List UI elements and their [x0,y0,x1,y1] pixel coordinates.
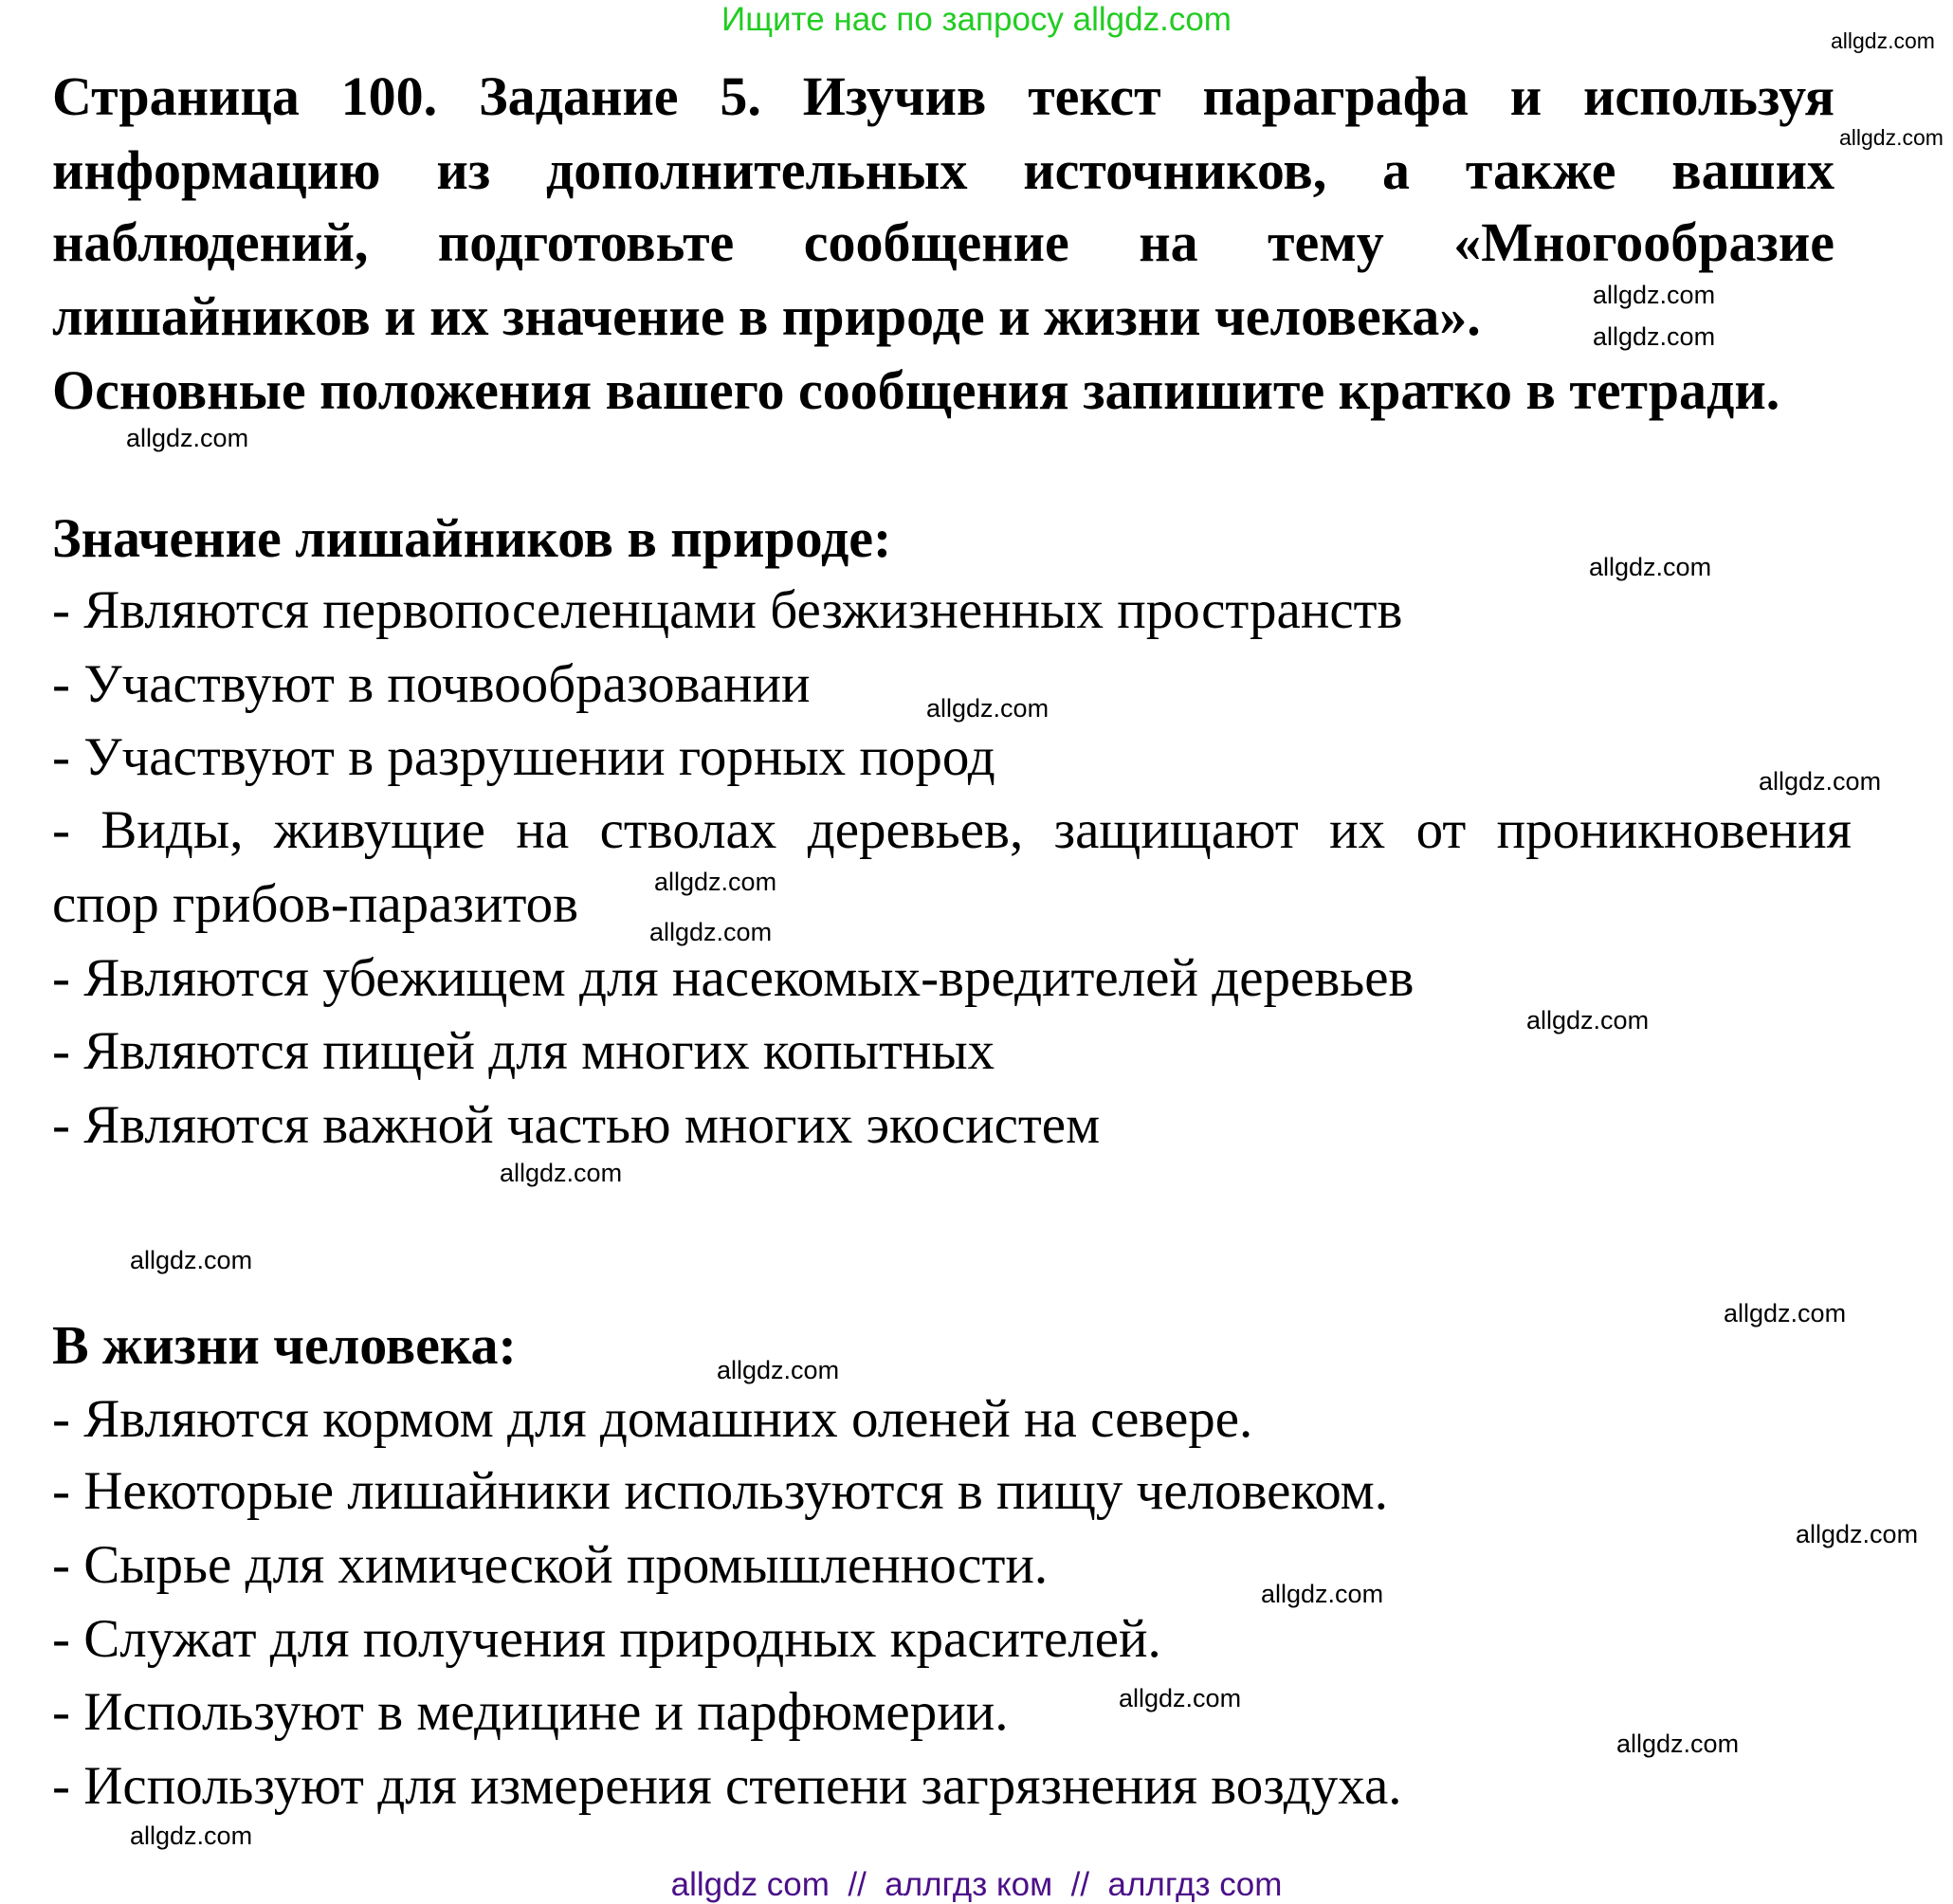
watermark: allgdz.com [926,694,1050,723]
search-banner: Ищите нас по запросу allgdz.com [721,1,1232,38]
watermark: allgdz.com [1796,1520,1919,1548]
list-item: - Являются важной частью многих экосистем [52,1095,1101,1155]
watermark: allgdz.com [1759,767,1882,796]
task-title-line: Страница 100. Задание 5. Изучив текст параграфа и используя [52,66,1834,127]
task-title-line: информацию из дополнительных источников, а также ваших [52,140,1834,201]
list-item: - Сырье для химической промышленности. [52,1535,1049,1595]
list-item: - Участвуют в разрушении горных пород [52,727,995,787]
task-title-line: наблюдений, подготовьте сообщение на тему «Многообразие [52,212,1834,273]
watermark: allgdz.com [500,1159,623,1187]
list-item: - Участвуют в почвообразовании [52,654,811,714]
watermark: allgdz.com [1593,281,1716,309]
watermark: allgdz.com [130,1246,253,1274]
footer-watermark: allgdz com // аллгдз ком // аллгдз com [670,1866,1283,1903]
list-item: - Являются первопоселенцами безжизненных пространств [52,580,1403,640]
list-item: - Используют для измерения степени загрязнения воздуха. [52,1756,1402,1816]
watermark: allgdz.com [654,868,777,896]
task-title-line: лишайников и их значение в природе и жизни человека». [52,285,1481,347]
list-item: - Используют в медицине и парфюмерии. [52,1682,1009,1742]
section-heading-nature: Значение лишайников в природе: [52,507,892,569]
section-heading-human: В жизни человека: [52,1314,517,1376]
watermark: allgdz.com [1616,1730,1740,1758]
list-item-continuation: спор грибов-паразитов [52,874,579,934]
watermark: allgdz.com [126,424,249,452]
list-item: - Служат для получения природных красителей. [52,1609,1161,1669]
watermark: allgdz.com [649,918,773,946]
watermark: allgdz.com [1589,553,1712,581]
watermark: allgdz.com [1724,1299,1847,1327]
watermark: allgdz.com [130,1822,253,1850]
watermark: allgdz.com [1839,125,1944,150]
list-item: - Являются кормом для домашних оленей на севере. [52,1389,1253,1449]
list-item: - Виды, живущие на стволах деревьев, защищают их от проникновения [52,800,1852,860]
watermark: allgdz.com [717,1356,840,1384]
watermark: allgdz.com [1119,1684,1242,1712]
list-item: - Являются пищей для многих копытных [52,1021,995,1081]
list-item: - Некоторые лишайники используются в пищу человеком. [52,1461,1388,1521]
watermark: allgdz.com [1593,322,1716,351]
watermark: allgdz.com [1261,1580,1384,1608]
watermark: allgdz.com [1526,1006,1650,1034]
list-item: - Являются убежищем для насекомых-вредителей деревьев [52,948,1415,1008]
watermark: allgdz.com [1831,28,1935,53]
task-instruction: Основные положения вашего сообщения запишите кратко в тетради. [52,359,1780,421]
